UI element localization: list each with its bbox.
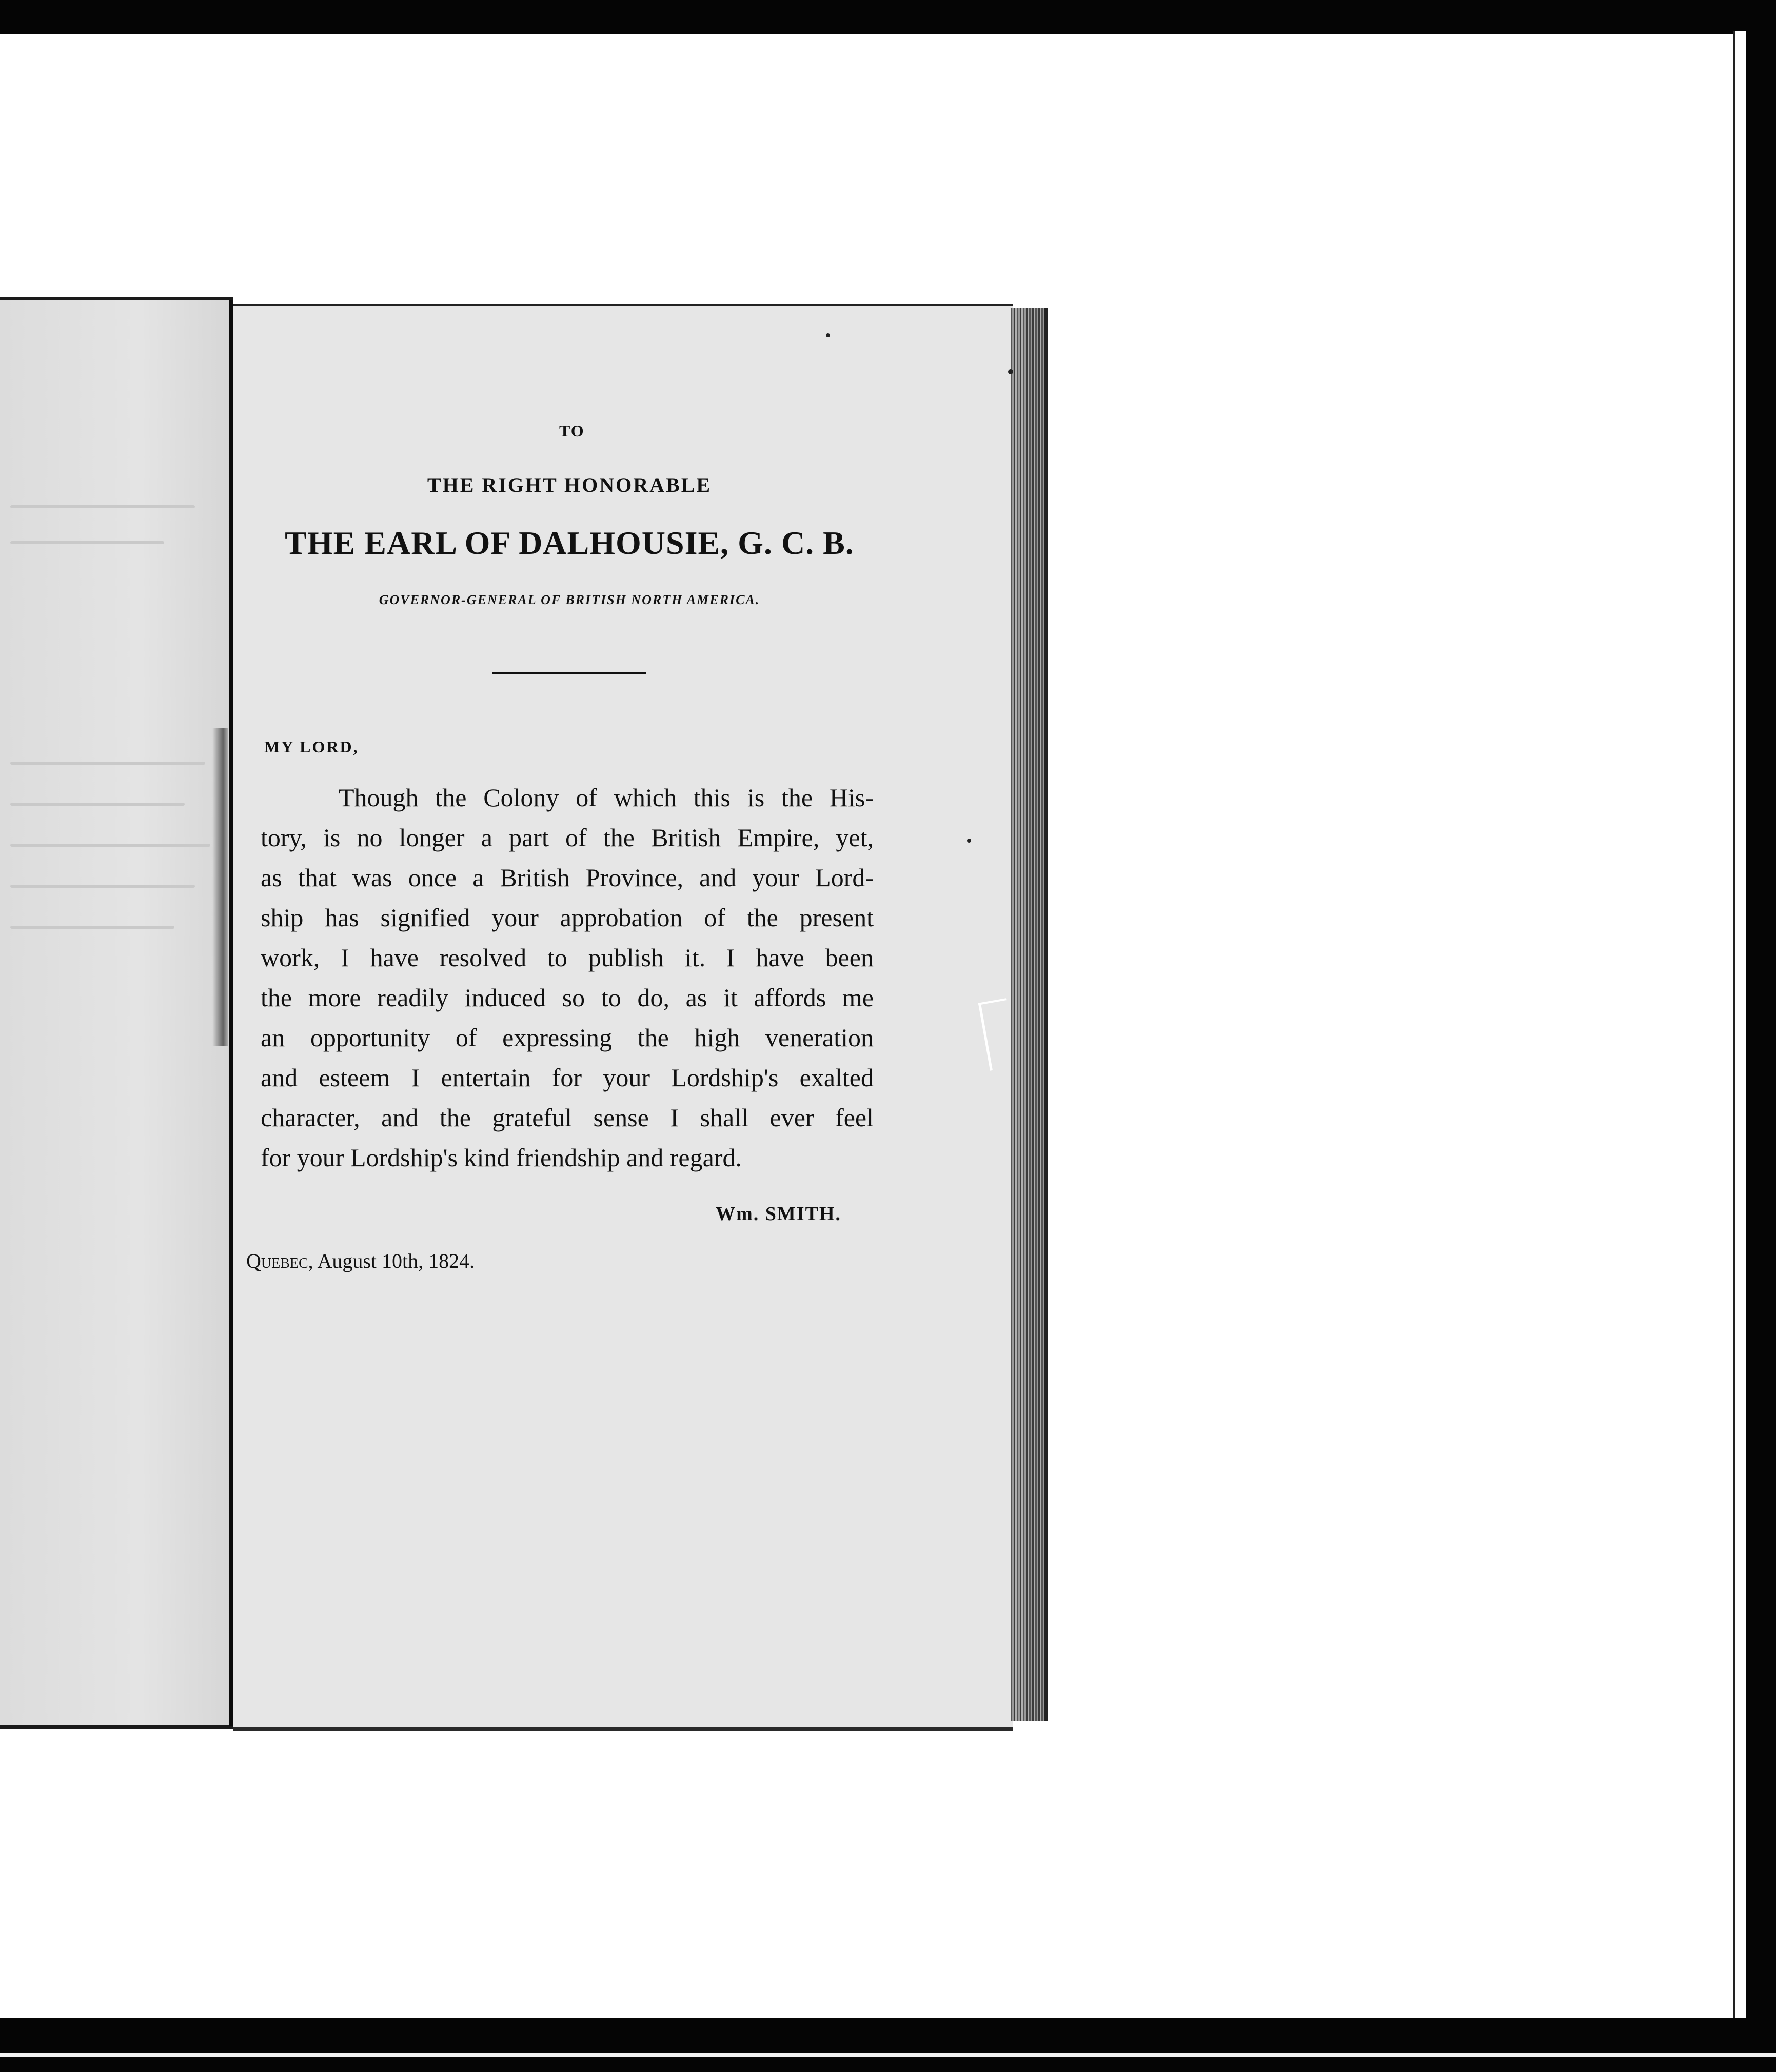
- dedication-name: THE EARL OF DALHOUSIE, G. C. B.: [285, 525, 854, 561]
- scan-border-top: [0, 0, 1776, 34]
- dedication-honorific: THE RIGHT HONORABLE: [427, 473, 712, 496]
- letter-line: for your Lordship's kind friendship and regard.: [261, 1143, 742, 1172]
- letter-line: and esteem I entertain for your Lordship's exalted: [261, 1063, 874, 1092]
- scan-border-right-inner: [1733, 31, 1746, 2021]
- letter-line: as that was once a British Province, and your Lord-: [261, 863, 874, 892]
- letter-line: ship has signified your approbation of the present: [261, 903, 874, 932]
- gutter-shadow: [212, 728, 228, 1046]
- dedication-page: [233, 304, 1013, 1731]
- scan-speck: [1008, 369, 1013, 374]
- scan-border-right: [1744, 21, 1776, 2031]
- scan-speck: [826, 333, 830, 337]
- letter-line: an opportunity of expressing the high veneration: [261, 1023, 874, 1052]
- letter-line: Though the Colony of which this is the His-: [339, 783, 874, 812]
- scan-speck: [967, 839, 971, 843]
- dedication-to: TO: [559, 422, 585, 440]
- facing-page: [0, 297, 233, 1729]
- page-fore-edge-line: [1044, 308, 1048, 1721]
- letter-line: the more readily induced so to do, as it affords me: [261, 983, 874, 1012]
- scan-border-bottom-strip: [0, 2053, 1776, 2057]
- letter-line: tory, is no longer a part of the British Empire, yet,: [261, 823, 874, 852]
- section-divider: [492, 672, 646, 674]
- scan-border-bottom: [0, 2018, 1776, 2072]
- letter-line: character, and the grateful sense I shall ever feel: [261, 1103, 874, 1132]
- letter-line: work, I have resolved to publish it. I have been: [261, 943, 874, 972]
- dedication-office: GOVERNOR-GENERAL OF BRITISH NORTH AMERICA.: [379, 592, 760, 607]
- letter-signature: Wm. SMITH.: [716, 1203, 841, 1225]
- letter-place-date: [246, 1249, 534, 1273]
- gutter-fold: [229, 300, 233, 1726]
- page-fore-edge: [1011, 308, 1047, 1721]
- letter-date: August 10th, 1824.: [317, 1249, 475, 1272]
- letter-salutation: MY LORD,: [264, 738, 359, 756]
- letter-place: Quebec,: [246, 1249, 313, 1272]
